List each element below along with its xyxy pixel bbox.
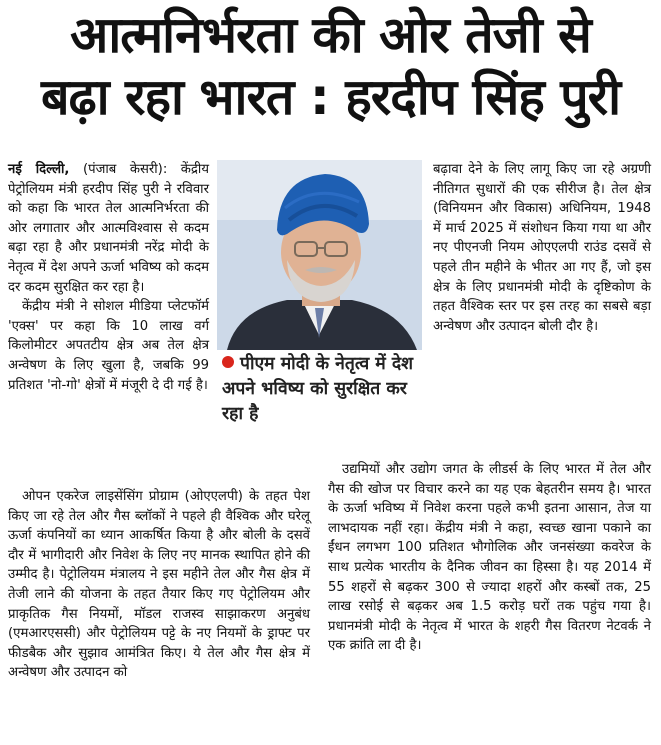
dateline-source: (पंजाब केसरी):	[69, 162, 168, 177]
red-bullet-icon	[222, 356, 234, 368]
paragraph: बढ़ावा देने के लिए लागू किए जा रहे अग्रणी नीतिगत सुधारों की एक सीरीज है। तेल क्षेत्र (विनियमन और विकास) अधिनियम, 1948 में मार्च 2025 में संशोधन किया गया था और नए पीएनजी नियम ओएएलपी राउंड दसवें से पहले तीन महीने के भीतर आ गए हैं, जो इस क्षेत्र के लिए प्रधानमंत्री मोदी के दृष्टिकोण के तहत वैश्विक स्तर पर इस तरह का सबसे बड़ा अन्वेषण और उत्पादन बोली दौर है।	[433, 162, 651, 334]
paragraph: उद्यमियों और उद्योग जगत के लीडर्स के लिए भारत में तेल और गैस की खोज पर विचार करने का यह एक बेहतरीन समय है। भारत के ऊर्जा भविष्य में निवेश करना पहले कभी इतना आसान, तेज या लाभदायक नहीं रहा। केंद्रीय मंत्री ने कहा, स्वच्छ खाना पकाने का ईंधन लगभग 100 प्रतिशत भौगोलिक और जनसंख्या कवरेज के साथ प्रत्येक भारतीय के दैनिक जीवन का हिस्सा है। यह 2014 में 55 शहरों से बढ़कर 300 से ज्यादा शहरों और कस्बों तक, 25 लाख रसोई से बढ़कर अब 1.5 करोड़ घरों तक पहुंच गया है। प्रधानमंत्री मोदी के नेतृत्व में भारत के शहरी गैस वितरण नेटवर्क ने एक क्रांति ला दी है।	[328, 462, 651, 654]
pull-quote-text: पीएम मोदी के नेतृत्व में देश अपने भविष्य को सुरक्षित कर रहा है	[222, 354, 414, 424]
article-bottom-right	[328, 460, 651, 656]
portrait-photo	[217, 160, 422, 350]
article-column-1	[8, 160, 209, 395]
lead-text: केंद्रीय पेट्रोलियम मंत्री हरदीप सिंह पुरी ने रविवार को कहा कि भारत तेल आत्मनिर्भरता की ओर लगातार और आत्मविश्वास से कदम बढ़ा रहा है और प्रधानमंत्री नरेंद्र मोदी के नेतृत्व में देश अपने ऊर्जा भविष्य को कदम दर कदम सुरक्षित कर रहा है।	[8, 162, 209, 295]
pull-quote	[222, 352, 426, 427]
dateline-place: नई दिल्ली,	[8, 162, 70, 177]
headline	[8, 4, 653, 128]
headline-line-1: आत्मनिर्भरता की ओर तेजी से	[70, 6, 591, 64]
lead-paragraph	[8, 160, 209, 297]
article-bottom-left	[8, 487, 310, 683]
paragraph: ओपन एकरेज लाइसेंसिंग प्रोग्राम (ओएएलपी) के तहत पेश किए जा रहे तेल और गैस ब्लॉकों ने पहले ही वैश्विक और घरेलू ऊर्जा कंपनियों का ध्यान आकर्षित किया है और बोली के दसवें दौर में भागीदारी और निवेश के लिए नए मानक स्थापित होने की उम्मीद है। पेट्रोलियम मंत्रालय ने इस महीने तेल और गैस क्षेत्र में तेजी लाने की योजना के तहत तैयार किए गए पेट्रोलियम और प्राकृतिक गैस नियमों, मॉडल राजस्व साझाकरण अनुबंध (एमआरएससी) और पेट्रोलियम पट्टे के नए नियमों के ड्राफ्ट पर फीडबैक और सुझाव आमंत्रित किए। ये तेल और गैस क्षेत्र में अन्वेषण और उत्पादन को	[8, 489, 310, 681]
article-column-3	[433, 160, 651, 336]
headline-line-2: बढ़ा रहा भारत : हरदीप सिंह पुरी	[40, 68, 621, 126]
portrait-illustration	[217, 160, 422, 350]
paragraph: केंद्रीय मंत्री ने सोशल मीडिया प्लेटफॉर्म 'एक्स' पर कहा कि 10 लाख वर्ग किलोमीटर अपतटीय क्षेत्र अब तेल क्षेत्र अन्वेषण के लिए खुला है, जबकि 99 प्रतिशत 'नो-गो' क्षेत्रों में मंजूरी दे दी गई है।	[8, 299, 209, 393]
